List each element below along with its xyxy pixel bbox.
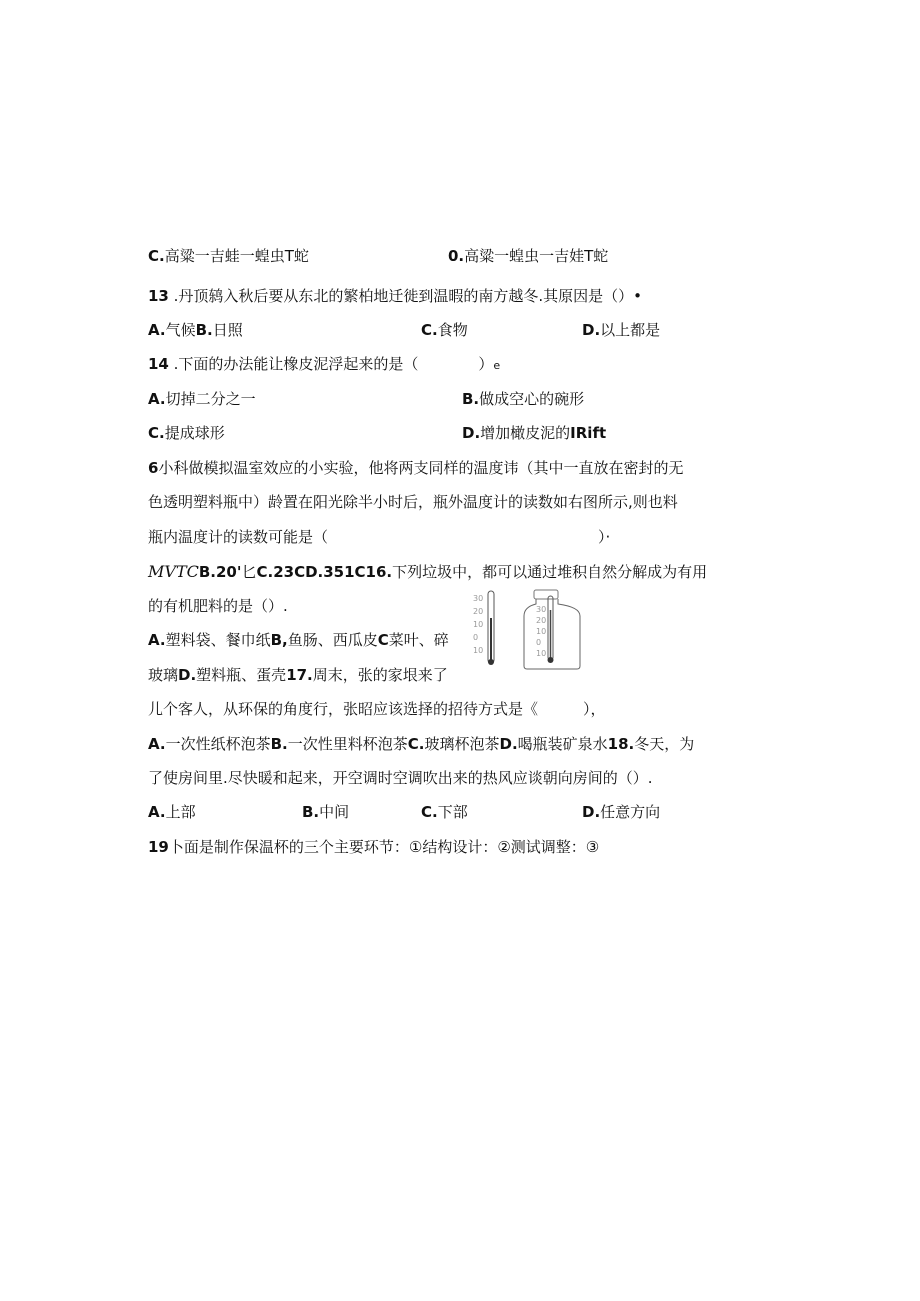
option-text: C.23CD.351C16. <box>256 563 393 581</box>
option-key: B. <box>462 390 480 408</box>
question-text: 卜面是制作保温杯的三个主要环节：①结构设计：②测试调整：③ <box>168 838 600 856</box>
option-key: C. <box>407 735 425 753</box>
option-text: 任意方向 <box>600 803 661 821</box>
option-key: 0. <box>448 247 465 265</box>
question-text: .丹顶鸫入秋后要从东北的繁柏地迁徙到温暇的南方越冬.其原因是（）• <box>168 287 643 305</box>
option-key: B. <box>302 803 320 821</box>
q14-option-c <box>148 423 225 443</box>
option-key: B. <box>270 735 288 753</box>
option-key: C. <box>421 321 438 339</box>
q15-stem-line1 <box>148 458 683 478</box>
scale-tick-label: 10 <box>536 649 547 658</box>
q13-option-ab <box>148 320 243 340</box>
question-text: 瓶内温度计的读数可能是（ ）· <box>148 528 611 546</box>
q13-option-d <box>582 320 660 340</box>
option-text: 玻璃杯泡茶 <box>424 735 500 753</box>
option-text: 以上都是 <box>600 321 661 339</box>
scale-tick-label: 10 <box>473 620 484 629</box>
q14-option-a <box>148 389 256 409</box>
q14-stem <box>148 354 500 376</box>
q17-options-q18-stem <box>148 734 694 754</box>
option-text: 上部 <box>165 803 196 821</box>
option-text: 做成空心的碗形 <box>479 390 585 408</box>
thermometer-bottle-figure <box>466 588 582 670</box>
option-key: C. <box>148 247 165 265</box>
scale-tick-label: 10 <box>473 646 484 655</box>
question-number: 14 <box>148 355 169 373</box>
option-key: C. <box>148 424 165 442</box>
option-text: 鱼肠、西瓜皮 <box>287 631 378 649</box>
option-key: C <box>377 631 389 649</box>
option-text: 气候 <box>165 321 196 339</box>
option-key: D. <box>582 803 601 821</box>
scale-tick-label: 20 <box>473 607 484 616</box>
option-text: 塑料袋、餐巾纸 <box>165 631 271 649</box>
option-text: 日照 <box>212 321 243 339</box>
scale-tick-label: 0 <box>536 638 542 647</box>
stray-mark: e <box>493 359 501 372</box>
scale-tick-label: 10 <box>536 627 547 636</box>
option-key: A. <box>148 390 166 408</box>
option-key: D. <box>462 424 481 442</box>
question-text: .下面的办法能让橡皮泥浮起来的是（ ） <box>168 355 494 373</box>
scale-tick-label: 30 <box>473 594 484 603</box>
q12-option-d <box>448 246 608 266</box>
question-number: 13 <box>148 287 169 305</box>
option-key: D. <box>582 321 601 339</box>
question-number: 18. <box>607 735 635 753</box>
option-text: B.20' <box>198 563 242 581</box>
question-text: 的有机肥料的是（）. <box>148 597 288 615</box>
question-number: 6 <box>148 459 159 477</box>
q15-stem-line2 <box>148 492 678 512</box>
option-key: B. <box>195 321 213 339</box>
option-text: 一次性里料杯泡茶 <box>287 735 408 753</box>
option-text: 匕 <box>241 563 257 581</box>
q18-option-b <box>302 802 349 822</box>
q15-answers-q16-stem <box>148 562 707 582</box>
option-text: 一次性纸杯泡茶 <box>165 735 271 753</box>
question-number: 17. <box>286 666 313 684</box>
option-key: C. <box>421 803 438 821</box>
q16-options-line1 <box>148 630 449 650</box>
option-text: 下部 <box>437 803 468 821</box>
option-text: MVTC <box>148 562 199 581</box>
option-text: 菜叶、碎 <box>388 631 449 649</box>
option-key: D. <box>499 735 518 753</box>
option-text: 增加橄皮泥的 <box>480 424 571 442</box>
question-text: 了使房间里.尽快暖和起来，开空调时空调吹出来的热风应谈朝向房间的（）. <box>148 769 653 787</box>
scale-tick-label: 30 <box>536 605 547 614</box>
option-text: 高粱一吉蛙一蝗虫T蛇 <box>164 247 309 265</box>
bottle <box>524 590 580 669</box>
option-key: A. <box>148 631 166 649</box>
option-text: 中间 <box>319 803 350 821</box>
option-text: 玻璃 <box>148 666 179 684</box>
option-key: A. <box>148 735 166 753</box>
option-key: A. <box>148 321 166 339</box>
q18-stem-line2 <box>148 768 653 788</box>
option-text-tail: IRift <box>570 424 607 442</box>
option-text: 高粱一蝗虫一吉娃T蛇 <box>464 247 609 265</box>
question-text: 冬天，为 <box>634 735 695 753</box>
q15-stem-line3 <box>148 527 610 547</box>
option-text: 食物 <box>437 321 468 339</box>
question-text: 下列垃圾中，都可以通过堆积自然分解成为有用 <box>392 563 708 581</box>
question-text: 儿个客人，从环保的角度行，张昭应该选择的招待方式是《 ）， <box>148 700 606 718</box>
q18-option-c <box>421 802 468 822</box>
q13-option-c <box>421 320 468 340</box>
option-key: B, <box>270 631 288 649</box>
thermometer-illustration <box>466 588 582 670</box>
question-text: 小科做模拟温室效应的小实验，他将两支同样的温度讳（其中一直放在密封的无 <box>158 459 684 477</box>
q18-option-d <box>582 802 660 822</box>
q16-stem-line2 <box>148 596 288 616</box>
question-text: 周末，张的家垠来了 <box>312 666 448 684</box>
q14-option-b <box>462 389 584 409</box>
scale-tick-label: 20 <box>536 616 547 625</box>
scale-tick-label: 0 <box>473 633 479 642</box>
option-text: 塑料瓶、蛋壳 <box>196 666 287 684</box>
option-key: D. <box>178 666 197 684</box>
question-text: 色透明塑料瓶中）龄置在阳光除半小时后，瓶外温度计的读数如右图所示,则也料 <box>148 493 678 511</box>
option-text: 提成球形 <box>164 424 225 442</box>
question-number: 19 <box>148 838 169 856</box>
q19-stem <box>148 837 599 857</box>
q17-stem-line2 <box>148 699 606 719</box>
outside-thermometer <box>488 591 494 665</box>
option-key: A. <box>148 803 166 821</box>
q14-option-d <box>462 423 606 443</box>
q12-option-c <box>148 246 309 266</box>
q18-option-a <box>148 802 196 822</box>
option-text: 切掉二分之一 <box>165 390 256 408</box>
q16-options-line2 <box>148 665 448 685</box>
q13-stem <box>148 286 642 306</box>
option-text: 喝瓶装矿泉水 <box>517 735 608 753</box>
